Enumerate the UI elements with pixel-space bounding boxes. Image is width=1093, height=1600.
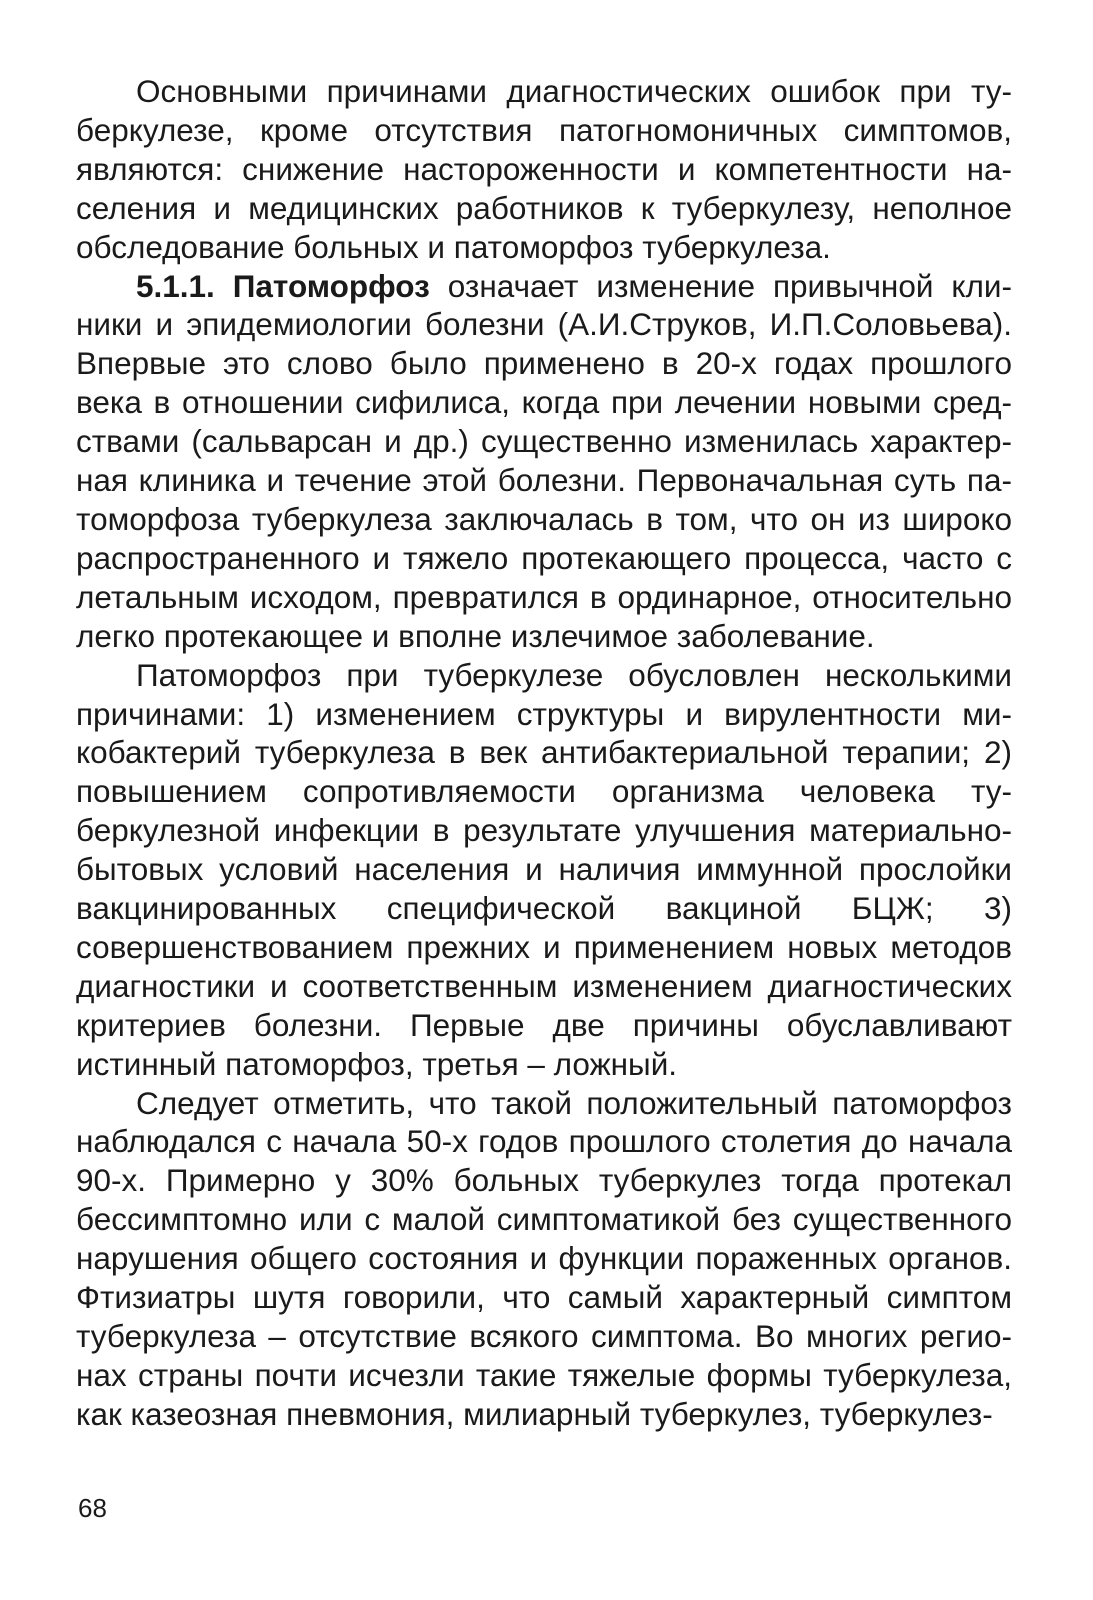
page-body	[76, 72, 1012, 1434]
paragraph-positive-pathomorphosis	[76, 1084, 1012, 1434]
paragraph-pathomorphosis-causes	[76, 656, 1012, 1084]
section-heading: 5.1.1. Патоморфоз	[136, 267, 430, 304]
paragraph-text: Основными причинами диагностических ошибок при туберкулезе, кроме отсутствия патогномоничных симптомов, являются: снижение настороженности и компетентности населения и медицинских работников к туберкулезу, неполное обследование больных и патоморфоз туберкулеза.	[76, 73, 1012, 265]
paragraph-text: означает изменение привычной клиники и эпидемиологии болезни (А.И.Струков, И.П.Соловьева). Впервые это слово было применено в 20-х годах прошлого века в отношении сифилиса, когда при лечении новыми средствами (сальварсан и др.) существенно изменилась характерная клиника и течение этой болезни. Первоначальная суть патоморфоза туберкулеза заключалась в том, что он из широко распространенного и тяжело протекающего процесса, часто с летальным исходом, превратился в ординарное, относительно легко протекающее и вполне излечимое заболевание.	[76, 267, 1013, 654]
paragraph-pathomorphosis-definition	[76, 267, 1012, 656]
paragraph-diagnostic-errors	[76, 72, 1012, 267]
paragraph-text: Патоморфоз при туберкулезе обусловлен несколькими причинами: 1) изменением структуры и вирулентности микобактерий туберкулеза в век антибактериальной терапии; 2) повышением сопротивляемости организма человека туберкулезной инфекции в результате улучшения материально-бытовых условий населения и наличия иммунной прослойки вакцинированных специфической вакциной БЦЖ; 3) совершенствованием прежних и применением новых методов диагностики и соответственным изменением диагностических критериев болезни. Первые две причины обуславливают истинный патоморфоз, третья – ложный.	[76, 656, 1012, 1082]
page-number: 68	[78, 1493, 107, 1523]
paragraph-text: Следует отметить, что такой положительный патоморфоз наблюдался с начала 50-х годов прошлого столетия до начала 90-х. Примерно у 30% больных туберкулез тогда протекал бессимптомно или с малой симптоматикой без существенного нарушения общего состояния и функции пораженных органов. Фтизиатры шутя говорили, что самый характерный симптом туберкулеза – отсутствие всякого симптома. Во многих регионах страны почти исчезли такие тяжелые формы туберкулеза, как казеозная пневмония, милиарный туберкулез, туберкулез-	[76, 1084, 1012, 1432]
